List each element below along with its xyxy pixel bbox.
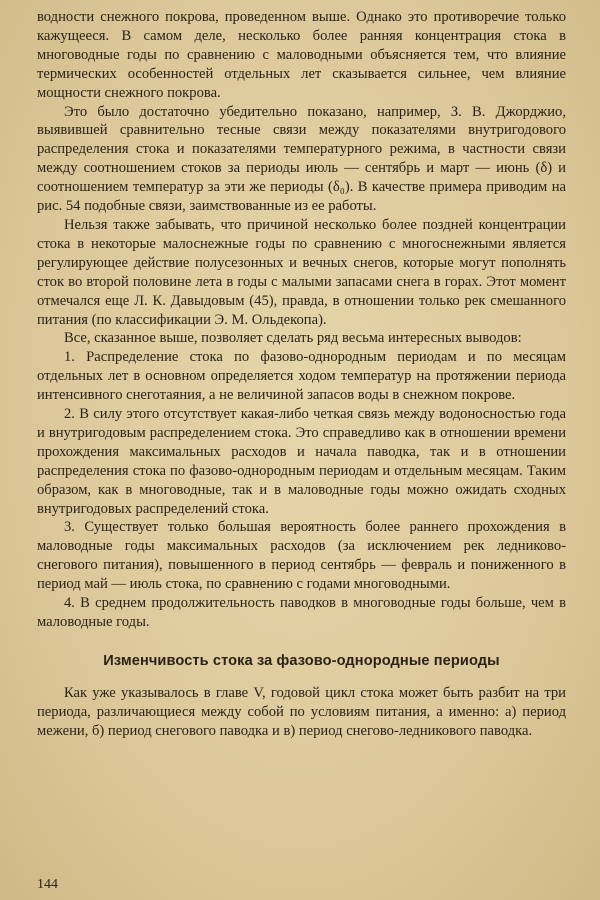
- paragraph-djordjio: Это было достаточно убедительно показано, например, З. В. Джорджио, выявившей сравнительно тесные связи между показателями внутригодового распределения стока и показателями температурного режима, в частности связи между соотношением стоков за периоды июль — сентябрь и март — июнь (δ) и соотношением температур за эти же периоды (δ₀). В качестве примера приводим на рис. 54 подобные связи, заимствованные из ее работы.: [37, 103, 566, 215]
- section-heading: Изменчивость стока за фазово-однородные периоды: [103, 652, 500, 669]
- conclusion-4: 4. В среднем продолжительность паводков в многоводные годы больше, чем в маловодные годы.: [37, 595, 566, 630]
- paragraph-conclusions-intro: Все, сказанное выше, позволяет сделать ряд весьма интересных выводов:: [64, 330, 522, 347]
- paragraph-continued: водности снежного покрова, проведенном выше. Однако это противоречие только кажущееся. В самом деле, несколько более ранняя концентрация стока в многоводные годы по сравнению с маловодными объясняется тем, что влияние термических особенностей отдельных лет сказывается сильнее, чем влияние мощности снежного покрова.: [37, 9, 566, 101]
- page-number: 144: [37, 877, 58, 892]
- conclusion-3: 3. Существует только большая вероятность более раннего прохождения в маловодные годы максимальных расходов (за исключением рек ледниково-снегового питания), повышенного в период сентябрь — февраль и пониженного в период май — июль стока, по сравнению с годами многоводными.: [37, 519, 566, 593]
- section-paragraph: Как уже указывалось в главе V, годовой цикл стока может быть разбит на три периода, различающиеся между собой по условиям питания, а именно: а) период межени, б) период снегового паводка и в) период снегово-ледникового паводка.: [37, 684, 566, 739]
- conclusion-1: 1. Распределение стока по фазово-однородным периодам и по месяцам отдельных лет в основном определяется ходом температур на протяжении периода интенсивного снеготаяния, а не величиной запасов воды в снежном покрове.: [37, 349, 566, 404]
- paragraph-low-snow-years: Нельзя также забывать, что причиной несколько более поздней концентрации стока в некоторые малоснежные годы по сравнению с многоснежными является регулирующее действие полусезонных и вечных снегов, которые могут пополнять сток во второй половине лета в годы с малыми запасами снега в горах. Этот момент отмечался еще Л. К. Давыдовым (45), правда, в отношении только рек смешанного питания (по классификации Э. М. Ольдекопа).: [37, 216, 566, 328]
- conclusion-2: 2. В силу этого отсутствует какая-либо четкая связь между водоносностью года и внутригодовым распределением стока. Это справедливо как в отношении времени прохождения максимальных расходов и начала паводка, так и в отношении распределения стока по фазово-однородным периодам и отдельным месяцам. Таким образом, как в многоводные, так и в маловодные годы можно ожидать сходных внутригодовых распределений стока.: [37, 406, 566, 517]
